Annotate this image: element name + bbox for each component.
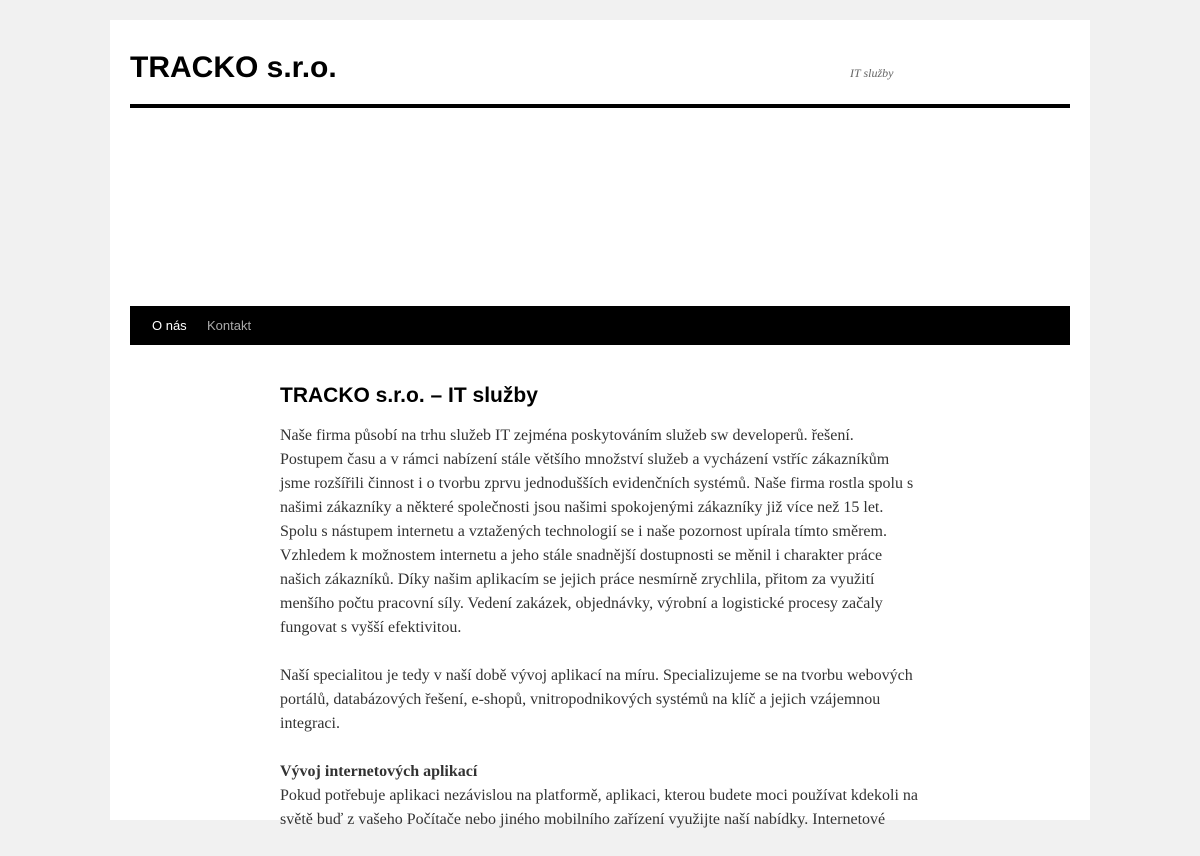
nav-item-kontakt[interactable]: Kontakt	[207, 318, 252, 333]
section-heading: Vývoj internetových aplikací	[280, 763, 478, 780]
header-divider	[130, 104, 1070, 108]
specialty-paragraph: Naší specialitou je tedy v naší době vývoj aplikací na míru. Specializujeme se na tvorbu webových portálů, databázových řešení, e-shopů, vnitropodnikových systémů na klíč a jejich vzájemnou integraci.	[280, 667, 913, 732]
main-navigation	[130, 306, 1070, 345]
intro-paragraph: Naše firma působí na trhu služeb IT zejména poskytováním služeb sw developerů. řešení. Postupem času a v rámci nabízení stále většího množství služeb a vycházení vstříc zákazníkům jsme rozšířili činnost i o tvorbu zprvu jednodušších evidenčních systémů. Naše firma rostla spolu s našimi zákazníky a některé společnosti jsou našimi spokojenými zákazníky již více než 15 let. Spolu s nástupem internetu a vztažených technologií se i naše pozornost upírala tímto směrem. Vzhledem k možnostem internetu a jeho stále snadnější dostupnosti se měnil i charakter práce našich zákazníků. Díky našim aplikacím se jejich práce nesmírně zrychlila, přitom za využití menšího počtu pracovní síly. Vedení zakázek, objednávky, výrobní a logistické procesy začaly fungovat s vyšší efektivitou.	[280, 427, 914, 636]
site-title-link[interactable]: TRACKO s.r.o.	[130, 51, 337, 84]
nav-item-o-nas[interactable]: O nás	[152, 318, 187, 333]
page-wrapper	[110, 20, 1090, 828]
development-section	[280, 760, 920, 832]
development-paragraph: Pokud potřebuje aplikaci nezávislou na platformě, aplikaci, kterou budete moci používat kdekoli na světě buď z vašeho Počítače nebo jiného mobilního zařízení využijte naší nabídky. Internetové	[280, 787, 919, 828]
entry-content	[280, 424, 920, 832]
main-content	[280, 382, 920, 856]
page-title: TRACKO s.r.o. – IT služby	[280, 384, 538, 407]
site-description: IT služby	[850, 66, 894, 80]
